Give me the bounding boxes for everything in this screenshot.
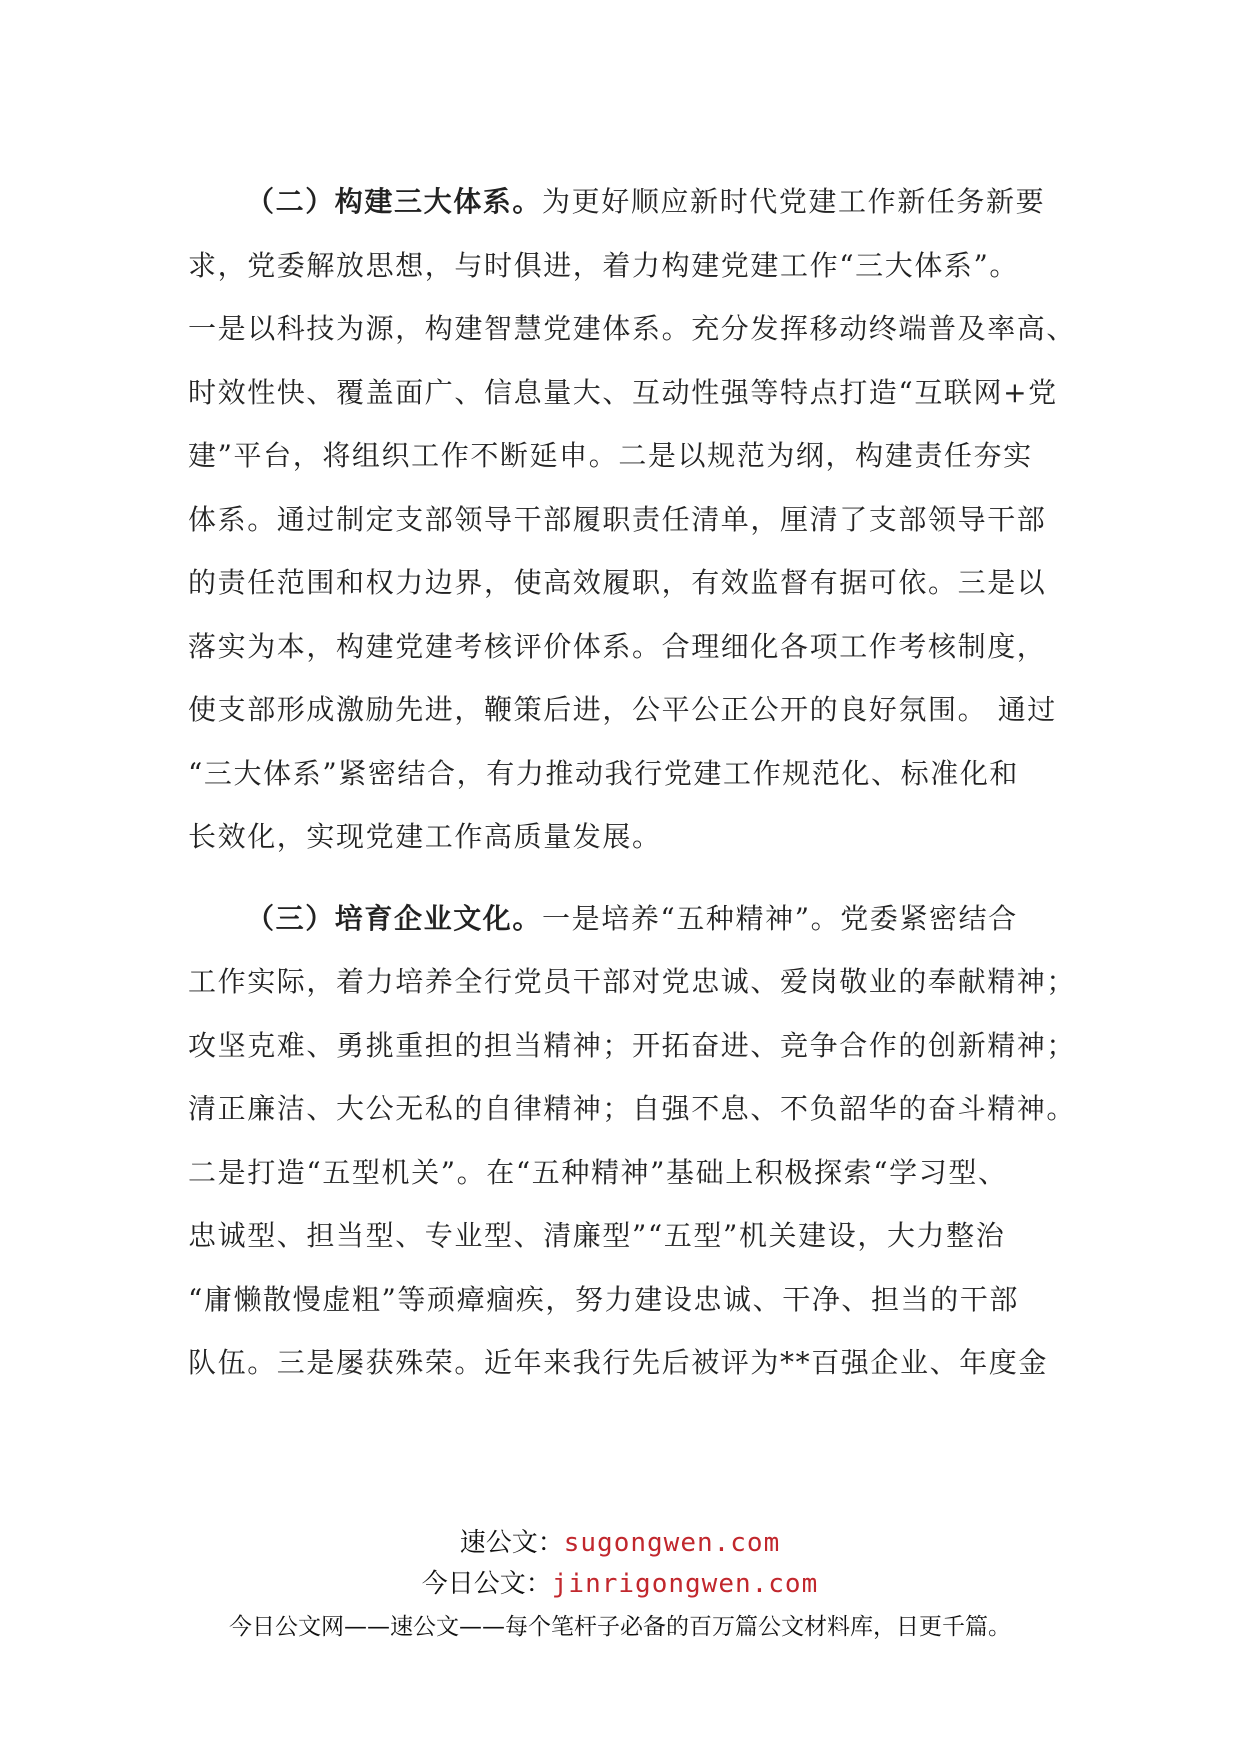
document-body <box>188 170 1077 1395</box>
paragraph-line: 建”平台，将组织工作不断延申。二是以规范为纲，构建责任夯实 <box>188 439 1033 472</box>
section-heading: （二）构建三大体系。 <box>246 185 543 218</box>
paragraph-line: 时效性快、覆盖面广、信息量大、互动性强等特点打造“互联网+党 <box>188 375 1058 409</box>
paragraph-line: 落实为本，构建党建考核评价体系。合理细化各项工作考核制度， <box>188 629 1047 663</box>
paragraph-line <box>188 887 1060 951</box>
footer-slogan: 今日公文网——速公文——每个笔杆子必备的百万篇公文材料库，日更千篇。 <box>229 1614 1011 1640</box>
paragraph-line: 清正廉洁、大公无私的自律精神；自强不息、不负韶华的奋斗精神。 <box>188 1092 1077 1125</box>
paragraph-line <box>188 170 1060 234</box>
paragraph-line: 队伍。三是屡获殊荣。近年来我行先后被评为**百强企业、年度金 <box>188 1346 1049 1379</box>
paragraph-line: 二是打造“五型机关”。在“五种精神”基础上积极探索“学习型、 <box>188 1155 1008 1189</box>
paragraph-line: 求，党委解放思想，与时俱进，着力构建党建工作“三大体系”。 <box>188 248 1020 282</box>
footer-link-jinrigongwen[interactable]: jinrigongwen.com <box>551 1569 819 1599</box>
paragraph-line: 攻坚克难、勇挑重担的担当精神；开拓奋进、竞争合作的创新精神； <box>188 1028 1077 1062</box>
footer-label: 今日公文： <box>421 1569 552 1599</box>
paragraph-line: 忠诚型、担当型、专业型、清廉型”“五型”机关建设，大力整治 <box>188 1219 1006 1252</box>
footer-link-sugongwen[interactable]: sugongwen.com <box>563 1528 781 1558</box>
paragraph-text: 为更好顺应新时代党建工作新任务新要 <box>542 185 1046 218</box>
paragraph-line: 一是以科技为源，构建智慧党建体系。充分发挥移动终端普及率高、 <box>188 312 1077 345</box>
footer-site-line-1 <box>0 1525 1240 1561</box>
paragraph-line: 使支部形成激励先进，鞭策后进，公平公正公开的良好氛围。 通过 <box>188 693 1057 726</box>
paragraph-line: “庸懒散慢虚粗”等顽瘴痼疾，努力建设忠诚、干净、担当的干部 <box>188 1282 1020 1316</box>
paragraph-line: “三大体系”紧密结合，有力推动我行党建工作规范化、标准化和 <box>188 756 1020 790</box>
paragraph-line: 的责任范围和权力边界，使高效履职，有效监督有据可依。三是以 <box>188 566 1047 599</box>
footer-site-line-2 <box>0 1566 1240 1602</box>
paragraph-line: 体系。通过制定支部领导干部履职责任清单，厘清了支部领导干部 <box>188 502 1047 536</box>
paragraph-line: 长效化，实现党建工作高质量发展。 <box>188 820 662 853</box>
paragraph-line: 工作实际，着力培养全行党员干部对党忠诚、爱岗敬业的奉献精神； <box>188 965 1077 998</box>
paragraph-text: 一是培养“五种精神”。党委紧密结合 <box>542 901 1018 935</box>
footer-label: 速公文： <box>459 1528 564 1558</box>
section-heading: （三）培育企业文化。 <box>246 901 543 935</box>
